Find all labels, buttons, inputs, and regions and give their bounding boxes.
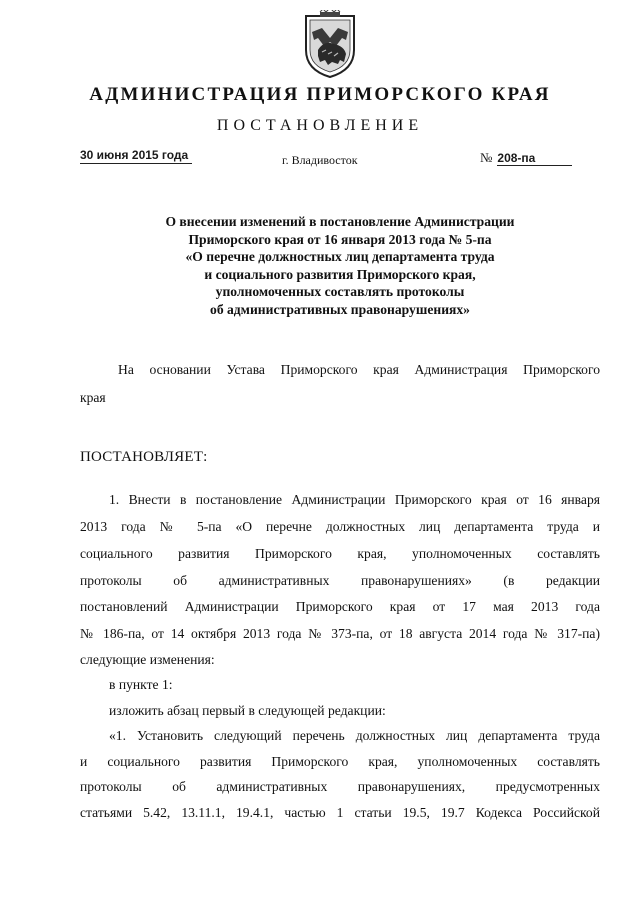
basis-text-line: На основании Устава Приморского края Администрация Приморского xyxy=(118,362,600,377)
paragraph-line: 1. Внести в постановление Администрации Приморского края от 16 января xyxy=(109,492,600,507)
document-number-field xyxy=(480,150,572,166)
document-type: ПОСТАНОВЛЕНИЕ xyxy=(216,117,424,134)
quote-line: протоколы об административных правонарушениях, предусмотренных xyxy=(80,779,600,794)
title-line: О внесении изменений в постановление Администрации xyxy=(165,214,515,229)
paragraph-line: № 186-па, от 14 октября 2013 года № 373-па, от 18 августа 2014 года № 317-па) xyxy=(80,626,600,641)
organization-name: АДМИНИСТРАЦИЯ ПРИМОРСКОГО КРАЯ xyxy=(89,84,551,105)
paragraph-line: протоколы об административных правонарушениях» (в редакции xyxy=(80,573,600,588)
title-line: Приморского края от 16 января 2013 года № 5-па xyxy=(188,231,492,247)
document-number: 208-па xyxy=(497,151,572,166)
paragraph-line: социального развития Приморского края, уполномоченных составлять xyxy=(80,546,600,561)
title-line: «О перечне должностных лиц департамента труда xyxy=(185,249,495,264)
paragraph-line: следующие изменения: xyxy=(80,652,215,667)
quote-line: и социального развития Приморского края, уполномоченных составлять xyxy=(80,754,600,769)
item-point: в пункте 1: xyxy=(109,677,173,692)
document-title xyxy=(80,213,600,318)
coat-of-arms-icon xyxy=(298,10,362,80)
document-date: 30 июня 2015 года xyxy=(80,148,192,164)
number-prefix: № xyxy=(480,150,493,165)
quote-line: «1. Установить следующий перечень должностных лиц департамента труда xyxy=(109,728,600,743)
title-line: и социального развития Приморского края, xyxy=(204,266,476,282)
basis-text-line: края xyxy=(80,390,106,405)
quote-line: статьями 5.42, 13.11.1, 19.4.1, частью 1 статьи 19.5, 19.7 Кодекса Российской xyxy=(80,805,600,820)
city: г. Владивосток xyxy=(282,153,358,167)
title-line: уполномоченных составлять протоколы xyxy=(215,284,465,299)
paragraph-line: 2013 года № 5-па «О перечне должностных лиц департамента труда и xyxy=(80,519,600,534)
resolves-heading: ПОСТАНОВЛЯЕТ: xyxy=(80,449,208,465)
title-line: об административных правонарушениях» xyxy=(210,301,470,317)
item-instruction: изложить абзац первый в следующей редакции: xyxy=(109,703,386,718)
paragraph-line: постановлений Администрации Приморского края от 17 мая 2013 года xyxy=(80,599,600,614)
